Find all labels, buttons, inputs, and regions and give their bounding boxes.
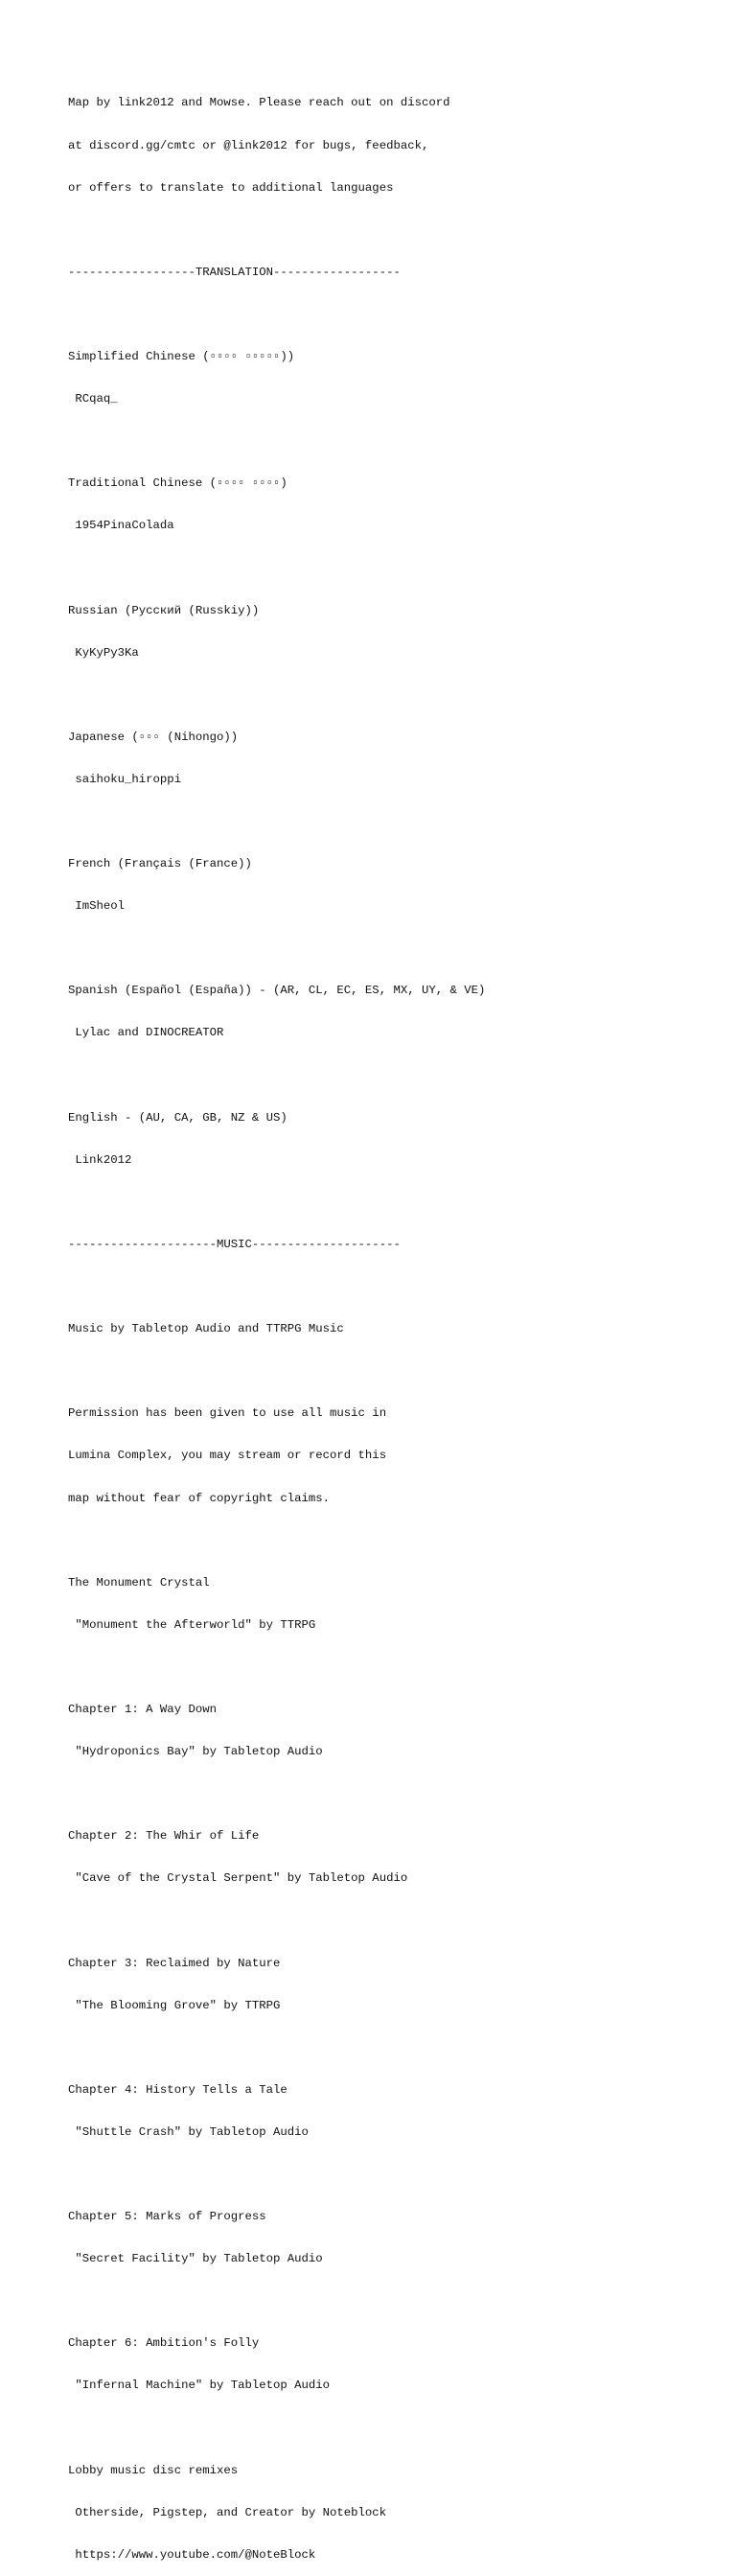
noteblock-youtube-link[interactable]: https://www.youtube.com/@NoteBlock [68, 2547, 316, 2562]
lang-spanish: Spanish (Español (España)) - (AR, CL, EC, ES, MX, UY, & VE) [68, 984, 486, 998]
translator-traditional-chinese: 1954PinaColada [68, 519, 174, 533]
permission-line-2: Lumina Complex, you may stream or record this [68, 1449, 387, 1463]
permission-line-3: map without fear of copyright claims. [68, 1491, 331, 1505]
document-body [68, 68, 720, 2576]
track-title-chapter-5: Chapter 5: Marks of Progress [68, 2210, 266, 2224]
translator-english: Link2012 [68, 1152, 132, 1167]
lang-traditional-chinese: Traditional Chinese (▫▫▫▫ ▫▫▫▫) [68, 476, 288, 491]
intro-line-2: at discord.gg/cmtc or @link2012 for bugs, feedback, [68, 138, 429, 152]
blank-line [68, 2041, 720, 2055]
blank-line [68, 2168, 720, 2182]
blank-line [68, 1914, 720, 1928]
translator-simplified-chinese: RCqaq_ [68, 392, 118, 406]
blank-line [68, 2294, 720, 2309]
translator-japanese: saihoku_hiroppi [68, 772, 182, 786]
blank-line [68, 1660, 720, 1675]
music-header: ---------------------MUSIC--------------------- [68, 1237, 401, 1251]
translator-russian: KyKyPy3Ka [68, 645, 139, 660]
blank-line [68, 223, 720, 238]
track-title-chapter-1: Chapter 1: A Way Down [68, 1702, 217, 1716]
permission-line-1: Permission has been given to use all music in [68, 1406, 387, 1421]
lang-english: English - (AU, CA, GB, NZ & US) [68, 1110, 288, 1125]
lobby-music-title: Lobby music disc remixes [68, 2463, 239, 2477]
lobby-music-credit: Otherside, Pigstep, and Creator by Noteblock [68, 2505, 387, 2519]
track-title-chapter-2: Chapter 2: The Whir of Life [68, 1829, 260, 1844]
track-title-chapter-3: Chapter 3: Reclaimed by Nature [68, 1956, 281, 1970]
blank-line [68, 1069, 720, 1083]
translation-header: ------------------TRANSLATION------------------ [68, 265, 401, 279]
track-title-monument: The Monument Crystal [68, 1575, 210, 1590]
music-credit: Music by Tabletop Audio and TTRPG Music [68, 1322, 344, 1336]
blank-line [68, 1787, 720, 1801]
track-credit-chapter-3: "The Blooming Grove" by TTRPG [68, 1998, 281, 2012]
lang-french: French (Français (France)) [68, 857, 252, 871]
track-credit-chapter-1: "Hydroponics Bay" by Tabletop Audio [68, 1745, 323, 1759]
blank-line [68, 1280, 720, 1294]
blank-line [68, 1364, 720, 1379]
lang-russian: Russian (Русский (Russkiy)) [68, 603, 260, 617]
track-credit-monument: "Monument the Afterworld" by TTRPG [68, 1617, 316, 1632]
blank-line [68, 815, 720, 829]
track-credit-chapter-4: "Shuttle Crash" by Tabletop Audio [68, 2124, 309, 2139]
track-credit-chapter-2: "Cave of the Crystal Serpent" by Tabletop Audio [68, 1871, 408, 1886]
blank-line [68, 561, 720, 575]
blank-line [68, 1195, 720, 1210]
track-credit-chapter-6: "Infernal Machine" by Tabletop Audio [68, 2379, 331, 2393]
blank-line [68, 1534, 720, 1548]
translator-spanish: Lylac and DINOCREATOR [68, 1026, 224, 1040]
intro-line-1: Map by link2012 and Mowse. Please reach out on discord [68, 96, 450, 110]
lang-japanese: Japanese (▫▫▫ (Nihongo)) [68, 730, 239, 744]
translator-french: ImSheol [68, 899, 126, 914]
blank-line [68, 434, 720, 449]
lang-simplified-chinese: Simplified Chinese (▫▫▫▫ ▫▫▫▫▫)) [68, 349, 295, 363]
blank-line [68, 688, 720, 703]
track-title-chapter-4: Chapter 4: History Tells a Tale [68, 2082, 288, 2097]
track-credit-chapter-5: "Secret Facility" by Tabletop Audio [68, 2252, 323, 2266]
track-title-chapter-6: Chapter 6: Ambition's Folly [68, 2336, 260, 2351]
blank-line [68, 941, 720, 956]
blank-line [68, 308, 720, 322]
blank-line [68, 2422, 720, 2436]
intro-line-3: or offers to translate to additional languages [68, 180, 394, 195]
